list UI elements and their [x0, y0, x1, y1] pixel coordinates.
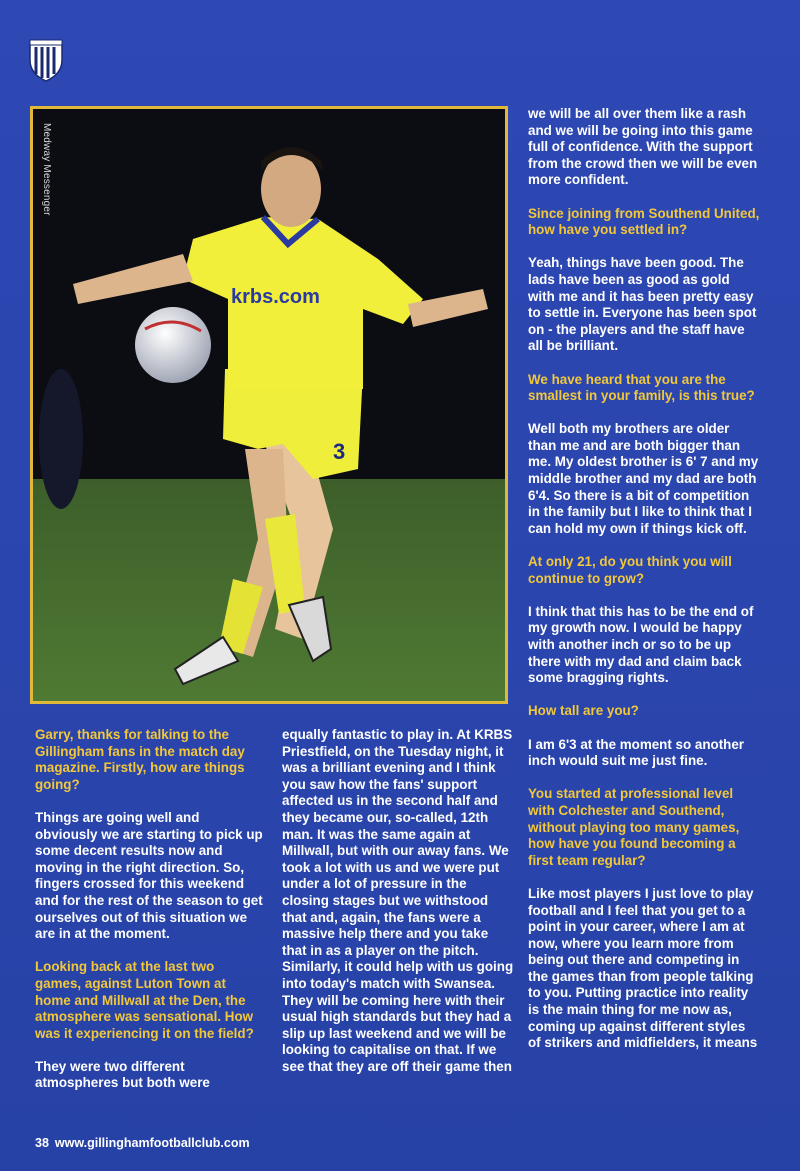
answer-5: I think that this has to be the end of my growth now. I would be happy with another inch or so to be up there with my dad and claim back some bragging rights. [528, 603, 754, 686]
question-1: Garry, thanks for talking to the Gillingham fans in the match day magazine. Firstly, how are things going? [35, 727, 245, 792]
answer-2-end: we will be all over them like a rash and we will be going into this game full of confidence. With the support from the crowd then we will be even more confident. [528, 106, 758, 188]
shorts-number: 3 [333, 439, 346, 464]
website-url[interactable]: www.gillinghamfootballclub.com [54, 1136, 250, 1150]
column-2 [282, 727, 514, 1075]
question-7: You started at professional level with Colchester and Southend, without playing too many games, how have you found becoming a first team regular? [528, 786, 740, 868]
page-number: 38 [35, 1136, 49, 1150]
answer-2-start: They were two different atmospheres but both were [35, 1058, 210, 1091]
club-crest-icon [28, 38, 64, 82]
question-6: How tall are you? [528, 703, 639, 719]
answer-7: Like most players I just love to play football and I feel that you get to a point in your career, where I am at now, where you learn more from being out there and competing in the games than from people talking to you. Putting practice into reality is the main thing for me now as, coming up against different styles of strikers and midfielders, it means [528, 885, 758, 1051]
column-3 [528, 106, 760, 1068]
question-5: At only 21, do you think you will continue to grow? [528, 554, 732, 586]
answer-2-more: Similarly, it could help with us going into today's match with Swansea. They will be coming here with their usual high standards but they had a slip up last weekend and we will be looking to capitalise on that. If we see that they are off their game then [282, 959, 514, 1074]
question-3: Since joining from Southend United, how have you settled in? [528, 205, 760, 238]
answer-3: Yeah, things have been good. The lads have been as good as gold with me and it has been pretty easy to settle in. Everyone has been spot on - the players and the staff have all be brilliant. [528, 255, 757, 354]
answer-1: Things are going well and obviously we are starting to pick up some decent results now and moving in the right direction. So, fingers crossed for this weekend and for the rest of the season to get ourselves out of this situation we are in at the moment. [35, 809, 263, 942]
shirt-sponsor-text: krbs.com [231, 286, 320, 308]
answer-2-continued: equally fantastic to play in. At KRBS Priestfield, on the Tuesday night, it was a brilliant evening and I think you saw how the fans' support affected us in the second half and they became our, so-called, 12th man. It was the same again at Millwall, but with our away fans. We took a lot with us and we were put under a lot of pressure in the closing stages but we withstood that and, again, the fans were a massive help there and you take that in as a player on the pitch. [282, 727, 513, 958]
photo-credit: Medway Messenger [41, 123, 52, 216]
answer-6: I am 6'3 at the moment so another inch would suit me just fine. [528, 736, 744, 769]
player-photo [30, 106, 508, 704]
answer-4: Well both my brothers are older than me and are both bigger than me. My oldest brother is 6' 7 and my middle brother and my dad are both 6'4. So there is a bit of competition in the family but I like to think that I can hold my own if things kick off. [528, 421, 759, 536]
column-1 [35, 727, 263, 1109]
question-2: Looking back at the last two games, against Luton Town at home and Millwall at the Den, the atmosphere was sensational. How was it experiencing it on the field? [35, 959, 254, 1041]
question-4: We have heard that you are the smallest in your family, is this true? [528, 371, 755, 404]
page-footer [35, 1136, 256, 1150]
